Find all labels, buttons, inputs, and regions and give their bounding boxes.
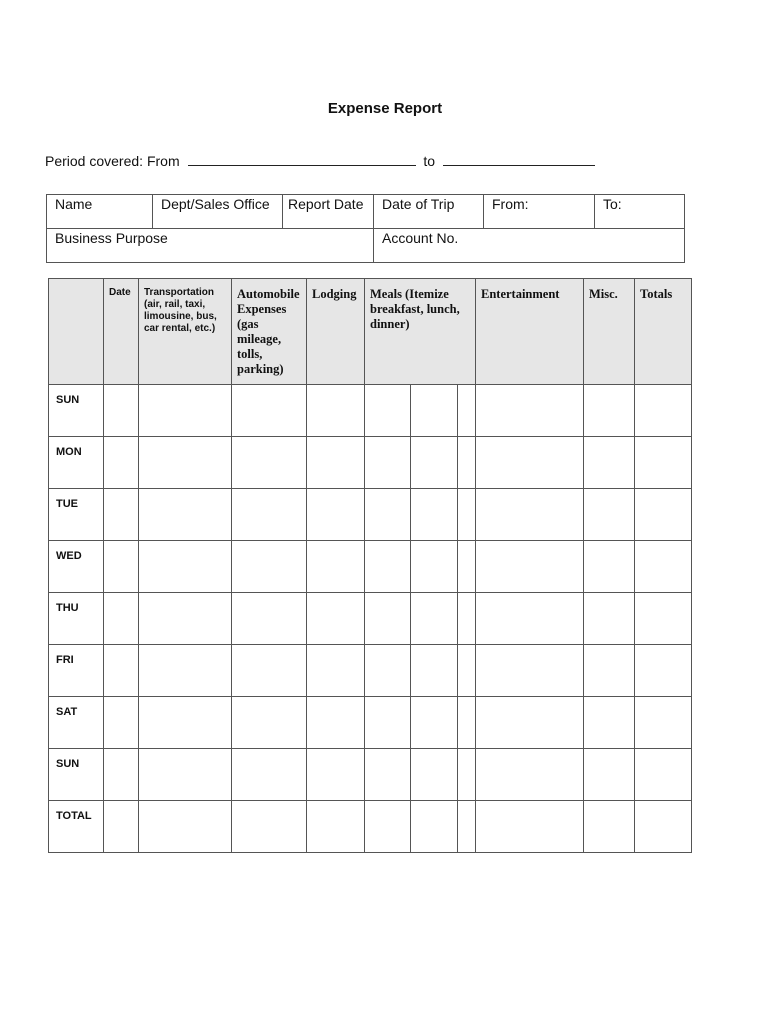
breakfast-cell[interactable]: [365, 541, 411, 593]
totals-cell[interactable]: [635, 437, 692, 489]
breakfast-cell[interactable]: [365, 801, 411, 853]
breakfast-cell[interactable]: [365, 437, 411, 489]
entertainment-cell[interactable]: [476, 697, 584, 749]
header-blank: [49, 279, 104, 385]
from-label: From:: [492, 196, 529, 212]
table-row: [49, 749, 692, 801]
account-no-field[interactable]: [374, 229, 685, 263]
lodging-cell[interactable]: [307, 541, 365, 593]
period-from-label: Period covered: From: [45, 153, 180, 169]
entertainment-cell[interactable]: [476, 645, 584, 697]
misc-cell[interactable]: [584, 593, 635, 645]
breakfast-cell[interactable]: [365, 385, 411, 437]
date-cell[interactable]: [104, 489, 139, 541]
misc-cell[interactable]: [584, 489, 635, 541]
totals-cell[interactable]: [635, 593, 692, 645]
row-label: THU: [49, 593, 104, 645]
lodging-cell[interactable]: [307, 385, 365, 437]
date-cell[interactable]: [104, 541, 139, 593]
misc-cell[interactable]: [584, 385, 635, 437]
totals-cell[interactable]: [635, 645, 692, 697]
row-label: FRI: [49, 645, 104, 697]
entertainment-cell[interactable]: [476, 749, 584, 801]
misc-cell[interactable]: [584, 541, 635, 593]
transportation-cell[interactable]: [139, 697, 232, 749]
lunch-cell[interactable]: [411, 697, 458, 749]
lodging-cell[interactable]: [307, 801, 365, 853]
totals-cell[interactable]: [635, 385, 692, 437]
misc-cell[interactable]: [584, 437, 635, 489]
table-header-row: [49, 279, 692, 385]
automobile-cell[interactable]: [232, 593, 307, 645]
lodging-cell[interactable]: [307, 697, 365, 749]
entertainment-cell[interactable]: [476, 437, 584, 489]
trip-date-field[interactable]: [374, 195, 484, 229]
entertainment-cell[interactable]: [476, 541, 584, 593]
lunch-cell[interactable]: [411, 489, 458, 541]
transportation-cell[interactable]: [139, 489, 232, 541]
date-cell[interactable]: [104, 697, 139, 749]
lodging-cell[interactable]: [307, 593, 365, 645]
totals-cell[interactable]: [635, 749, 692, 801]
transportation-cell[interactable]: [139, 801, 232, 853]
header-automobile: Automobile Expenses (gas mileage, tolls, parking): [232, 279, 307, 385]
dinner-cell[interactable]: [458, 801, 476, 853]
transportation-cell[interactable]: [139, 645, 232, 697]
lunch-cell[interactable]: [411, 801, 458, 853]
row-label: TOTAL: [49, 801, 104, 853]
lodging-cell[interactable]: [307, 489, 365, 541]
row-label: SAT: [49, 697, 104, 749]
totals-cell[interactable]: [635, 801, 692, 853]
breakfast-cell[interactable]: [365, 645, 411, 697]
date-cell[interactable]: [104, 749, 139, 801]
lunch-cell[interactable]: [411, 385, 458, 437]
breakfast-cell[interactable]: [365, 489, 411, 541]
name-label: Name: [55, 196, 93, 212]
row-label: SUN: [49, 385, 104, 437]
table-row: [49, 541, 692, 593]
automobile-cell[interactable]: [232, 801, 307, 853]
business-purpose-label: Business Purpose: [55, 230, 168, 246]
automobile-cell[interactable]: [232, 541, 307, 593]
to-field[interactable]: [595, 195, 685, 229]
totals-cell[interactable]: [635, 697, 692, 749]
dinner-cell[interactable]: [458, 489, 476, 541]
business-purpose-field[interactable]: [47, 229, 374, 263]
entertainment-cell[interactable]: [476, 489, 584, 541]
automobile-cell[interactable]: [232, 749, 307, 801]
lunch-cell[interactable]: [411, 541, 458, 593]
dept-label: Dept/Sales Office: [161, 196, 270, 212]
period-to-field[interactable]: [443, 152, 595, 166]
transportation-cell[interactable]: [139, 385, 232, 437]
report-date-label: Report Date: [288, 196, 364, 212]
transportation-cell[interactable]: [139, 541, 232, 593]
period-from-field[interactable]: [188, 152, 416, 166]
breakfast-cell[interactable]: [365, 697, 411, 749]
dinner-cell[interactable]: [458, 385, 476, 437]
table-row: [49, 437, 692, 489]
table-row: [49, 697, 692, 749]
date-cell[interactable]: [104, 385, 139, 437]
lunch-cell[interactable]: [411, 749, 458, 801]
lunch-cell[interactable]: [411, 645, 458, 697]
automobile-cell[interactable]: [232, 645, 307, 697]
header-lodging: Lodging: [307, 279, 365, 385]
row-label: TUE: [49, 489, 104, 541]
table-row: [49, 801, 692, 853]
date-cell[interactable]: [104, 437, 139, 489]
to-label: To:: [603, 196, 622, 212]
account-no-label: Account No.: [382, 230, 459, 246]
page-title: Expense Report: [327, 100, 443, 117]
automobile-cell[interactable]: [232, 385, 307, 437]
lunch-cell[interactable]: [411, 437, 458, 489]
lodging-cell[interactable]: [307, 645, 365, 697]
misc-cell[interactable]: [584, 801, 635, 853]
misc-cell[interactable]: [584, 645, 635, 697]
transportation-cell[interactable]: [139, 437, 232, 489]
header-totals: Totals: [635, 279, 692, 385]
trip-info-table: [46, 194, 685, 263]
dinner-cell[interactable]: [458, 593, 476, 645]
header-meals: Meals (Itemize breakfast, lunch, dinner): [365, 279, 476, 385]
date-cell[interactable]: [104, 645, 139, 697]
misc-cell[interactable]: [584, 697, 635, 749]
automobile-cell[interactable]: [232, 489, 307, 541]
row-label: SUN: [49, 749, 104, 801]
row-label: WED: [49, 541, 104, 593]
dinner-cell[interactable]: [458, 437, 476, 489]
breakfast-cell[interactable]: [365, 593, 411, 645]
table-row: [49, 645, 692, 697]
dept-field[interactable]: [153, 195, 283, 229]
table-row: [49, 385, 692, 437]
dinner-cell[interactable]: [458, 749, 476, 801]
expense-table: [48, 278, 692, 853]
automobile-cell[interactable]: [232, 437, 307, 489]
period-covered: [45, 152, 595, 169]
totals-cell[interactable]: [635, 489, 692, 541]
dinner-cell[interactable]: [458, 645, 476, 697]
entertainment-cell[interactable]: [476, 801, 584, 853]
row-label: MON: [49, 437, 104, 489]
automobile-cell[interactable]: [232, 697, 307, 749]
date-cell[interactable]: [104, 593, 139, 645]
table-row: [49, 489, 692, 541]
lodging-cell[interactable]: [307, 437, 365, 489]
name-field[interactable]: [47, 195, 153, 229]
entertainment-cell[interactable]: [476, 385, 584, 437]
lunch-cell[interactable]: [411, 593, 458, 645]
from-field[interactable]: [484, 195, 595, 229]
header-transportation: Transportation (air, rail, taxi, limousine, bus, car rental, etc.): [139, 279, 232, 385]
period-to-label: to: [423, 153, 436, 169]
dinner-cell[interactable]: [458, 697, 476, 749]
lodging-cell[interactable]: [307, 749, 365, 801]
trip-date-label: Date of Trip: [382, 196, 455, 212]
report-date-field[interactable]: [283, 195, 374, 229]
transportation-cell[interactable]: [139, 593, 232, 645]
transportation-cell[interactable]: [139, 749, 232, 801]
misc-cell[interactable]: [584, 749, 635, 801]
breakfast-cell[interactable]: [365, 749, 411, 801]
totals-cell[interactable]: [635, 541, 692, 593]
dinner-cell[interactable]: [458, 541, 476, 593]
header-entertainment: Entertainment: [476, 279, 584, 385]
header-date: Date: [104, 279, 139, 385]
header-misc: Misc.: [584, 279, 635, 385]
date-cell[interactable]: [104, 801, 139, 853]
table-row: [49, 593, 692, 645]
entertainment-cell[interactable]: [476, 593, 584, 645]
